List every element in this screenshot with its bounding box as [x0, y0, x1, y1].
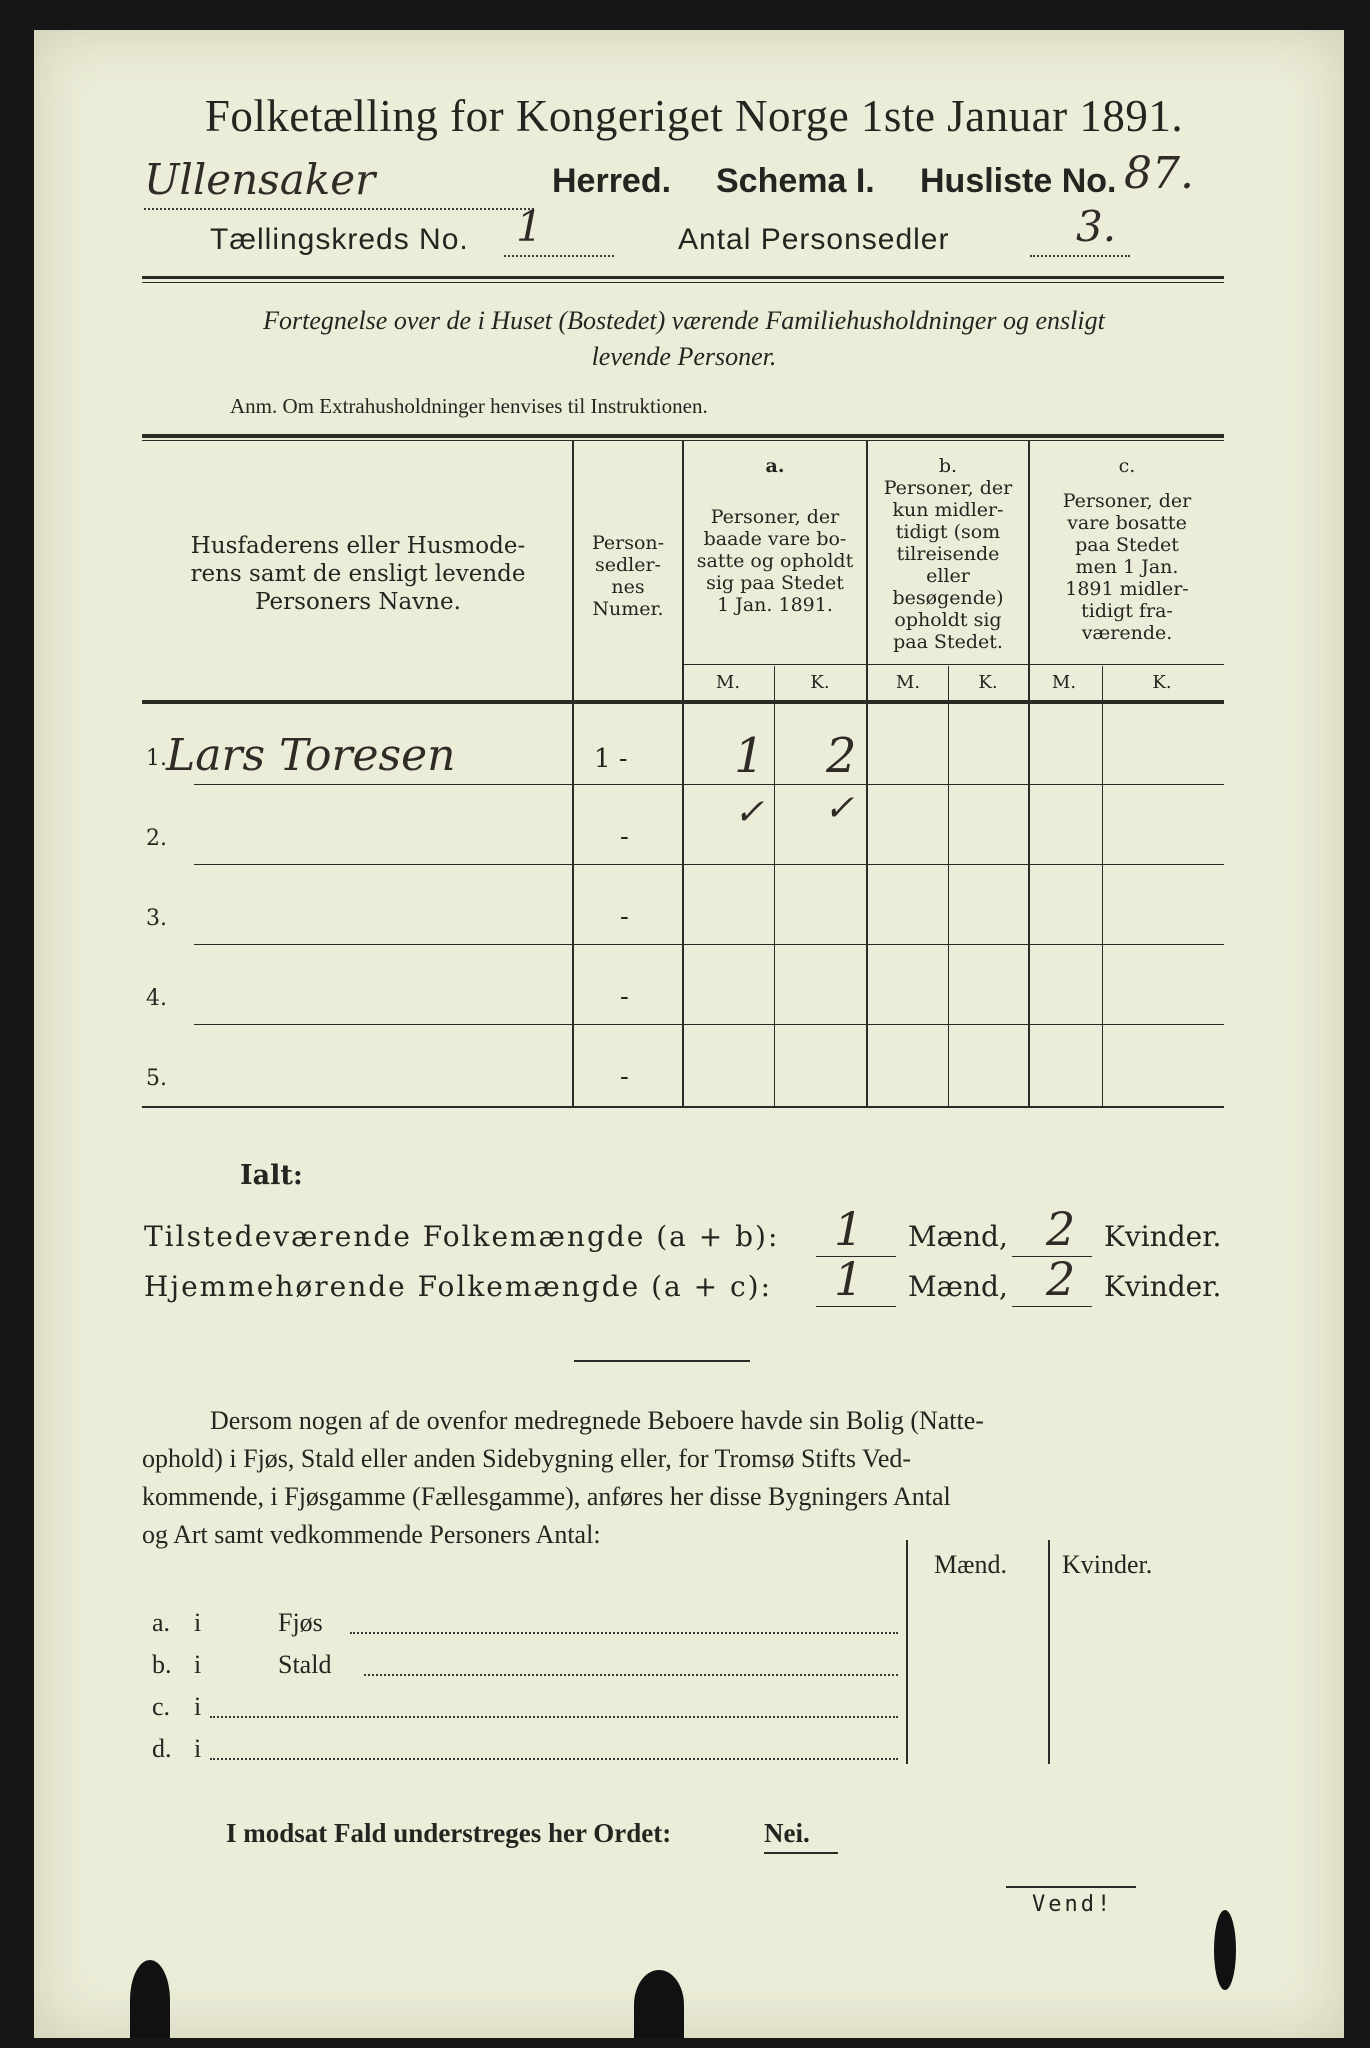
building-row-d-letter: d. — [152, 1734, 172, 1763]
row-seddel-5: - — [620, 1062, 629, 1092]
col-a-l2: baade vare bo- — [703, 528, 847, 550]
col-b-l8: paa Stedet. — [893, 631, 1003, 653]
kreds-label: Tællingskreds No. — [210, 223, 469, 256]
ialt-label: Ialt: — [240, 1160, 303, 1191]
building-paragraph — [142, 1402, 1224, 1554]
hjemme-m-label: Mænd, — [908, 1270, 1008, 1303]
col-c-l5: 1891 midler- — [1065, 578, 1189, 600]
hjemme-k-value: 2 — [1046, 1252, 1076, 1306]
hjemme-m-value: 1 — [834, 1252, 864, 1306]
building-row-c-letter: c. — [152, 1692, 171, 1721]
col-num-header-l2: sedler- — [595, 554, 661, 576]
col-c-header — [1032, 490, 1222, 644]
a-k-label: K. — [810, 672, 830, 693]
building-row-a-i: i — [194, 1608, 202, 1637]
col-c-letter: c. — [1118, 455, 1136, 477]
col-c-l6: tidigt fra- — [1081, 600, 1173, 622]
antal-label: Antal Personsedler — [678, 223, 950, 256]
mk-rule-c — [1030, 664, 1224, 665]
row-seddel-1: 1 - — [594, 744, 628, 774]
row-number-2: 2. — [146, 826, 167, 851]
building-row-b-label: Stald — [278, 1650, 332, 1679]
antal-value: 3. — [1076, 202, 1117, 251]
row-rule-3 — [194, 944, 1224, 945]
row-a-k-2: ✓ — [824, 788, 855, 829]
vend-label: Vend! — [1032, 1892, 1114, 1917]
kreds-dotline — [504, 255, 614, 257]
row-number-4: 4. — [146, 986, 167, 1011]
building-row-c-dots — [210, 1716, 898, 1718]
col-split-a — [774, 666, 775, 1106]
row-seddel-4: - — [620, 982, 629, 1012]
b-m-label: M. — [895, 672, 921, 693]
col-b-l7: opholdt sig — [894, 609, 1002, 631]
schema-label: Schema I. — [716, 162, 875, 200]
row-rule-4 — [194, 1024, 1224, 1025]
antal-dotline — [1030, 255, 1130, 257]
col-divider-name — [572, 440, 574, 1106]
herred-label: Herred. — [552, 162, 672, 200]
husliste-label: Husliste No. — [920, 162, 1117, 200]
col-a-l3: satte og opholdt — [696, 550, 854, 572]
col-num-header — [576, 532, 680, 620]
col-num-header-l3: nes — [611, 576, 645, 598]
col-a-l1: Personer, der — [710, 506, 840, 528]
header-rule — [142, 276, 1224, 279]
hjemme-m-line — [816, 1306, 896, 1307]
paragraph-line-4: og Art samt vedkommende Personers Antal: — [142, 1520, 601, 1549]
tilstede-m-value: 1 — [834, 1202, 864, 1256]
row-number-1: 1. — [146, 746, 167, 771]
col-split-b — [948, 666, 949, 1106]
intro-note: Anm. Om Extrahusholdninger henvises til Instruktionen. — [230, 394, 708, 418]
hjemme-k-label: Kvinder. — [1104, 1270, 1222, 1303]
binding-mark-center — [634, 1970, 684, 2038]
a-m-label: M. — [715, 672, 741, 693]
building-row-a-letter: a. — [152, 1608, 171, 1637]
census-form-page — [34, 30, 1344, 2038]
binding-mark-left — [130, 1960, 170, 2038]
col-c-l3: paa Stedet — [1075, 534, 1179, 556]
tilstede-k-label: Kvinder. — [1104, 1220, 1222, 1253]
col-b-header — [870, 477, 1026, 653]
row-number-3: 3. — [146, 906, 167, 931]
building-row-d-dots — [210, 1758, 898, 1760]
col-name-header — [146, 532, 570, 616]
nei-word: Nei. — [764, 1818, 810, 1848]
col-c-l7: værende. — [1081, 622, 1173, 644]
binding-mark-right — [1214, 1910, 1236, 1990]
kreds-value: 1 — [516, 202, 543, 251]
row-rule-1 — [194, 784, 1224, 785]
col-a-l5: 1 Jan. 1891. — [717, 594, 833, 616]
table-bottom-rule — [142, 1106, 1224, 1108]
col-b-l2: kun midler- — [892, 499, 1004, 521]
table-top-rule — [142, 434, 1224, 438]
row-number-5: 5. — [146, 1066, 167, 1091]
modsat-text: I modsat Fald understreges her Ordet: — [226, 1818, 672, 1848]
col-b-l4: tilreisende — [896, 543, 1000, 565]
section-divider — [574, 1360, 750, 1362]
c-m-label: M. — [1051, 672, 1077, 693]
building-row-d-i: i — [194, 1734, 202, 1763]
col-name-header-l1: Husfaderens eller Husmode- — [190, 533, 526, 559]
col-split-c — [1102, 666, 1103, 1106]
building-row-b-dots — [364, 1674, 898, 1676]
buildings-col-line-1 — [906, 1540, 908, 1764]
col-divider-num — [682, 440, 684, 1106]
row-seddel-3: - — [620, 902, 629, 932]
col-name-header-l2: rens samt de ensligt levende — [190, 561, 526, 587]
tilstede-label: Tilstedeværende Folkemængde (a + b): — [144, 1220, 780, 1253]
header-rule-thin — [142, 282, 1224, 283]
col-num-header-l1: Person- — [591, 532, 665, 554]
form-title: Folketælling for Kongeriget Norge 1ste Januar 1891. — [204, 91, 1184, 141]
building-row-a-label: Fjøs — [278, 1608, 323, 1637]
herred-value: Ullensaker — [144, 155, 376, 204]
col-b-l3: tidigt (som — [895, 521, 1001, 543]
building-row-a-dots — [350, 1632, 898, 1634]
tilstede-m-label: Mænd, — [908, 1220, 1008, 1253]
c-k-label: K. — [1152, 672, 1172, 693]
row-a-m-2: ✓ — [734, 792, 765, 833]
col-a-l4: sig paa Stedet — [706, 572, 844, 594]
buildings-col-k: Kvinder. — [1062, 1550, 1153, 1579]
mk-rule-b — [868, 664, 1028, 665]
col-b-letter: b. — [938, 455, 958, 477]
col-c-l1: Personer, der — [1062, 490, 1192, 512]
tilstede-k-value: 2 — [1046, 1202, 1076, 1256]
col-a-header — [686, 506, 864, 616]
vend-rule — [1006, 1886, 1136, 1888]
building-row-c-i: i — [194, 1692, 202, 1721]
hjemme-label: Hjemmehørende Folkemængde (a + c): — [144, 1270, 772, 1303]
col-b-l1: Personer, der — [883, 477, 1013, 499]
nei-underline — [764, 1852, 838, 1854]
col-b-l6: besøgende) — [892, 587, 1004, 609]
b-k-label: K. — [978, 672, 998, 693]
building-row-b-i: i — [194, 1650, 202, 1679]
col-b-l5: eller — [926, 565, 970, 587]
paragraph-line-2: ophold) i Fjøs, Stald eller anden Sidebygning eller, for Tromsø Stifts Ved- — [142, 1444, 912, 1473]
herred-dotline — [144, 208, 534, 210]
buildings-col-m: Mænd. — [934, 1550, 1007, 1579]
husliste-value: 87. — [1124, 148, 1194, 199]
col-c-l2: vare bosatte — [1067, 512, 1187, 534]
paragraph-line-1: Dersom nogen af de ovenfor medregnede Beboere havde sin Bolig (Natte- — [210, 1406, 984, 1435]
buildings-col-line-2 — [1048, 1540, 1050, 1764]
mk-rule-a — [684, 664, 866, 665]
col-a-letter: a. — [765, 455, 785, 477]
row-rule-2 — [194, 864, 1224, 865]
row-seddel-2: - — [620, 822, 629, 852]
col-num-header-l4: Numer. — [592, 598, 664, 620]
col-divider-b — [1028, 440, 1030, 1106]
intro-line-2: levende Personer. — [591, 342, 777, 371]
col-c-l4: men 1 Jan. — [1075, 556, 1179, 578]
paragraph-line-3: kommende, i Fjøsgamme (Fællesgamme), anføres her disse Bygningers Antal — [142, 1482, 951, 1511]
col-name-header-l3: Personers Navne. — [255, 589, 461, 615]
col-divider-a — [866, 440, 868, 1106]
hjemme-k-line — [1012, 1306, 1092, 1307]
row-a-m-1: 1 — [734, 728, 765, 784]
building-row-b-letter: b. — [152, 1650, 172, 1679]
intro-line-1: Fortegnelse over de i Huset (Bostedet) værende Familiehusholdninger og ensligt — [263, 306, 1105, 335]
row-name-1: Lars Toresen — [166, 730, 456, 781]
row-a-k-1: 2 — [826, 728, 857, 784]
